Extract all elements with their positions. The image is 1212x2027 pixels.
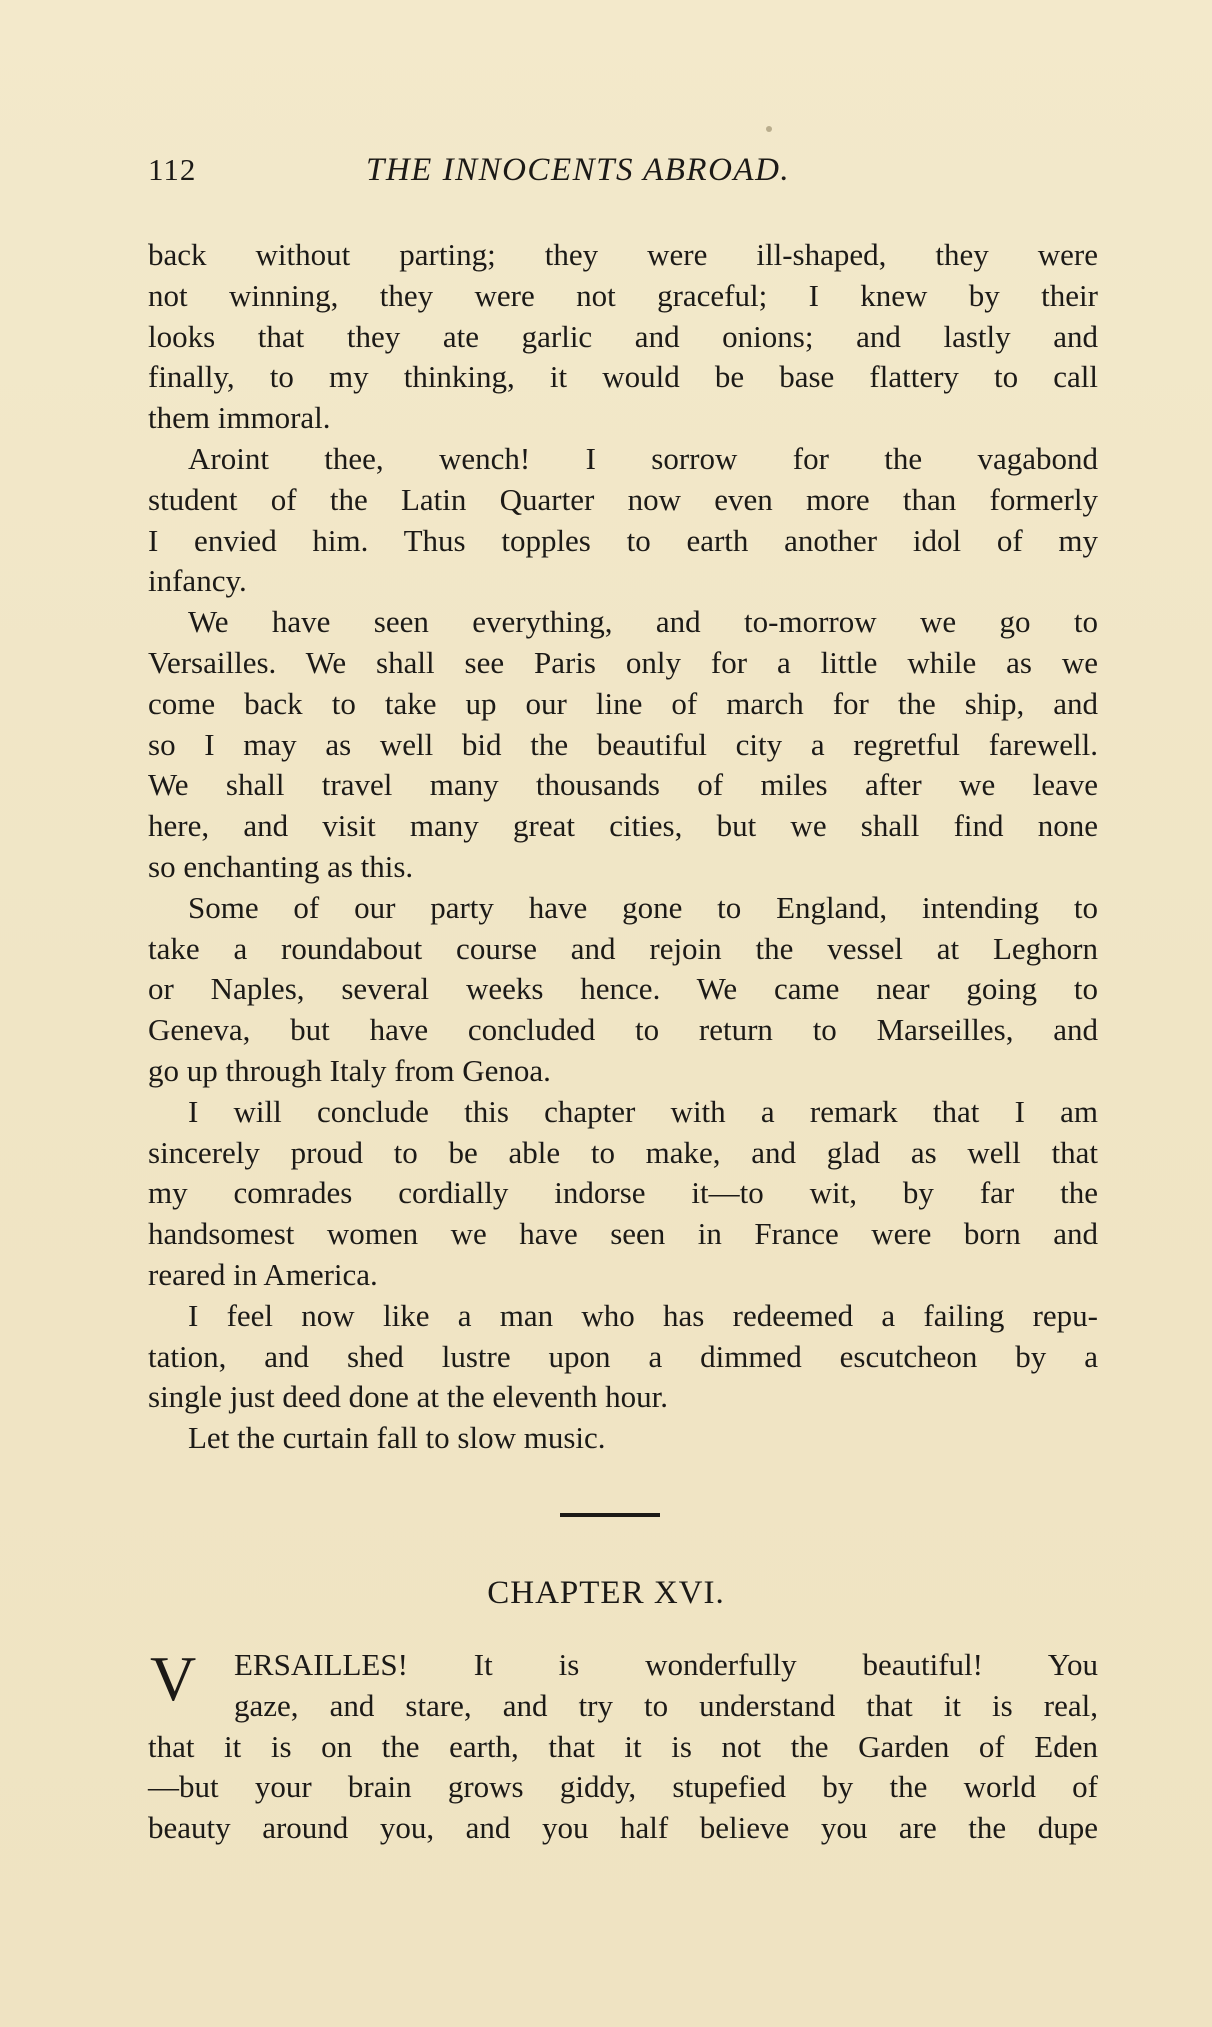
text-line: looks that they ate garlic and onions; and lastly and — [148, 318, 1098, 354]
text-line: sincerely proud to be able to make, and glad as well that — [148, 1134, 1098, 1170]
text-line: gaze, and stare, and try to understand that it is real, — [234, 1687, 1098, 1723]
drop-cap: V — [150, 1643, 197, 1714]
section-divider — [560, 1513, 660, 1517]
text-line: Let the curtain fall to slow music. — [188, 1420, 606, 1456]
text-line: ERSAILLES! It is wonderfully beautiful! You — [234, 1647, 1098, 1682]
text-line: Aroint thee, wench! I sorrow for the vagabond — [188, 440, 1098, 476]
text-line: so enchanting as this. — [148, 848, 414, 884]
text-line: so I may as well bid the beautiful city a regretful farewell. — [148, 726, 1098, 762]
text-line: tation, and shed lustre upon a dimmed escutcheon by a — [148, 1338, 1098, 1374]
text-line: infancy. — [148, 563, 247, 599]
paper-speck — [766, 126, 772, 132]
chapter-opening-text — [148, 1645, 1098, 1849]
text-line: Geneva, but have concluded to return to Marseilles, and — [148, 1012, 1098, 1048]
text-line: I feel now like a man who has redeemed a failing repu- — [188, 1297, 1098, 1333]
text-line: that it is on the earth, that it is not the Garden of Eden — [148, 1728, 1098, 1764]
text-line: Versailles. We shall see Paris only for a little while as we — [148, 644, 1098, 680]
body-text — [148, 235, 1098, 1459]
text-line: my comrades cordially indorse it—to wit, by far the — [148, 1175, 1098, 1211]
text-line: Some of our party have gone to England, intending to — [188, 889, 1098, 925]
text-line: finally, to my thinking, it would be base flattery to call — [148, 359, 1098, 395]
text-line: take a roundabout course and rejoin the vessel at Leghorn — [148, 930, 1098, 966]
running-title: THE INNOCENTS ABROAD. — [366, 152, 791, 188]
text-line: come back to take up our line of march for the ship, and — [148, 685, 1098, 721]
page-number: 112 — [148, 152, 197, 187]
text-line: single just deed done at the eleventh hour. — [148, 1379, 668, 1415]
text-line: We shall travel many thousands of miles after we leave — [148, 767, 1098, 803]
text-line: go up through Italy from Genoa. — [148, 1052, 551, 1088]
text-line: We have seen everything, and to-morrow we go to — [188, 604, 1098, 640]
text-line: here, and visit many great cities, but we shall find none — [148, 808, 1098, 844]
text-line: student of the Latin Quarter now even more than formerly — [148, 481, 1098, 517]
text-line: I will conclude this chapter with a remark that I am — [188, 1093, 1098, 1129]
chapter-heading: CHAPTER XVI. — [487, 1575, 725, 1611]
text-line: I envied him. Thus topples to earth another idol of my — [148, 522, 1098, 558]
text-line: beauty around you, and you half believe you are the dupe — [148, 1810, 1098, 1846]
text-line: or Naples, several weeks hence. We came near going to — [148, 971, 1098, 1007]
text-line: handsomest women we have seen in France were born and — [148, 1216, 1098, 1252]
text-line: —but your brain grows giddy, stupefied by the world of — [148, 1769, 1098, 1805]
text-line: back without parting; they were ill-shaped, they were — [148, 237, 1098, 272]
text-line: not winning, they were not graceful; I knew by their — [148, 277, 1098, 313]
page-header — [148, 152, 1098, 196]
text-line: reared in America. — [148, 1256, 378, 1292]
text-line: them immoral. — [148, 400, 331, 436]
